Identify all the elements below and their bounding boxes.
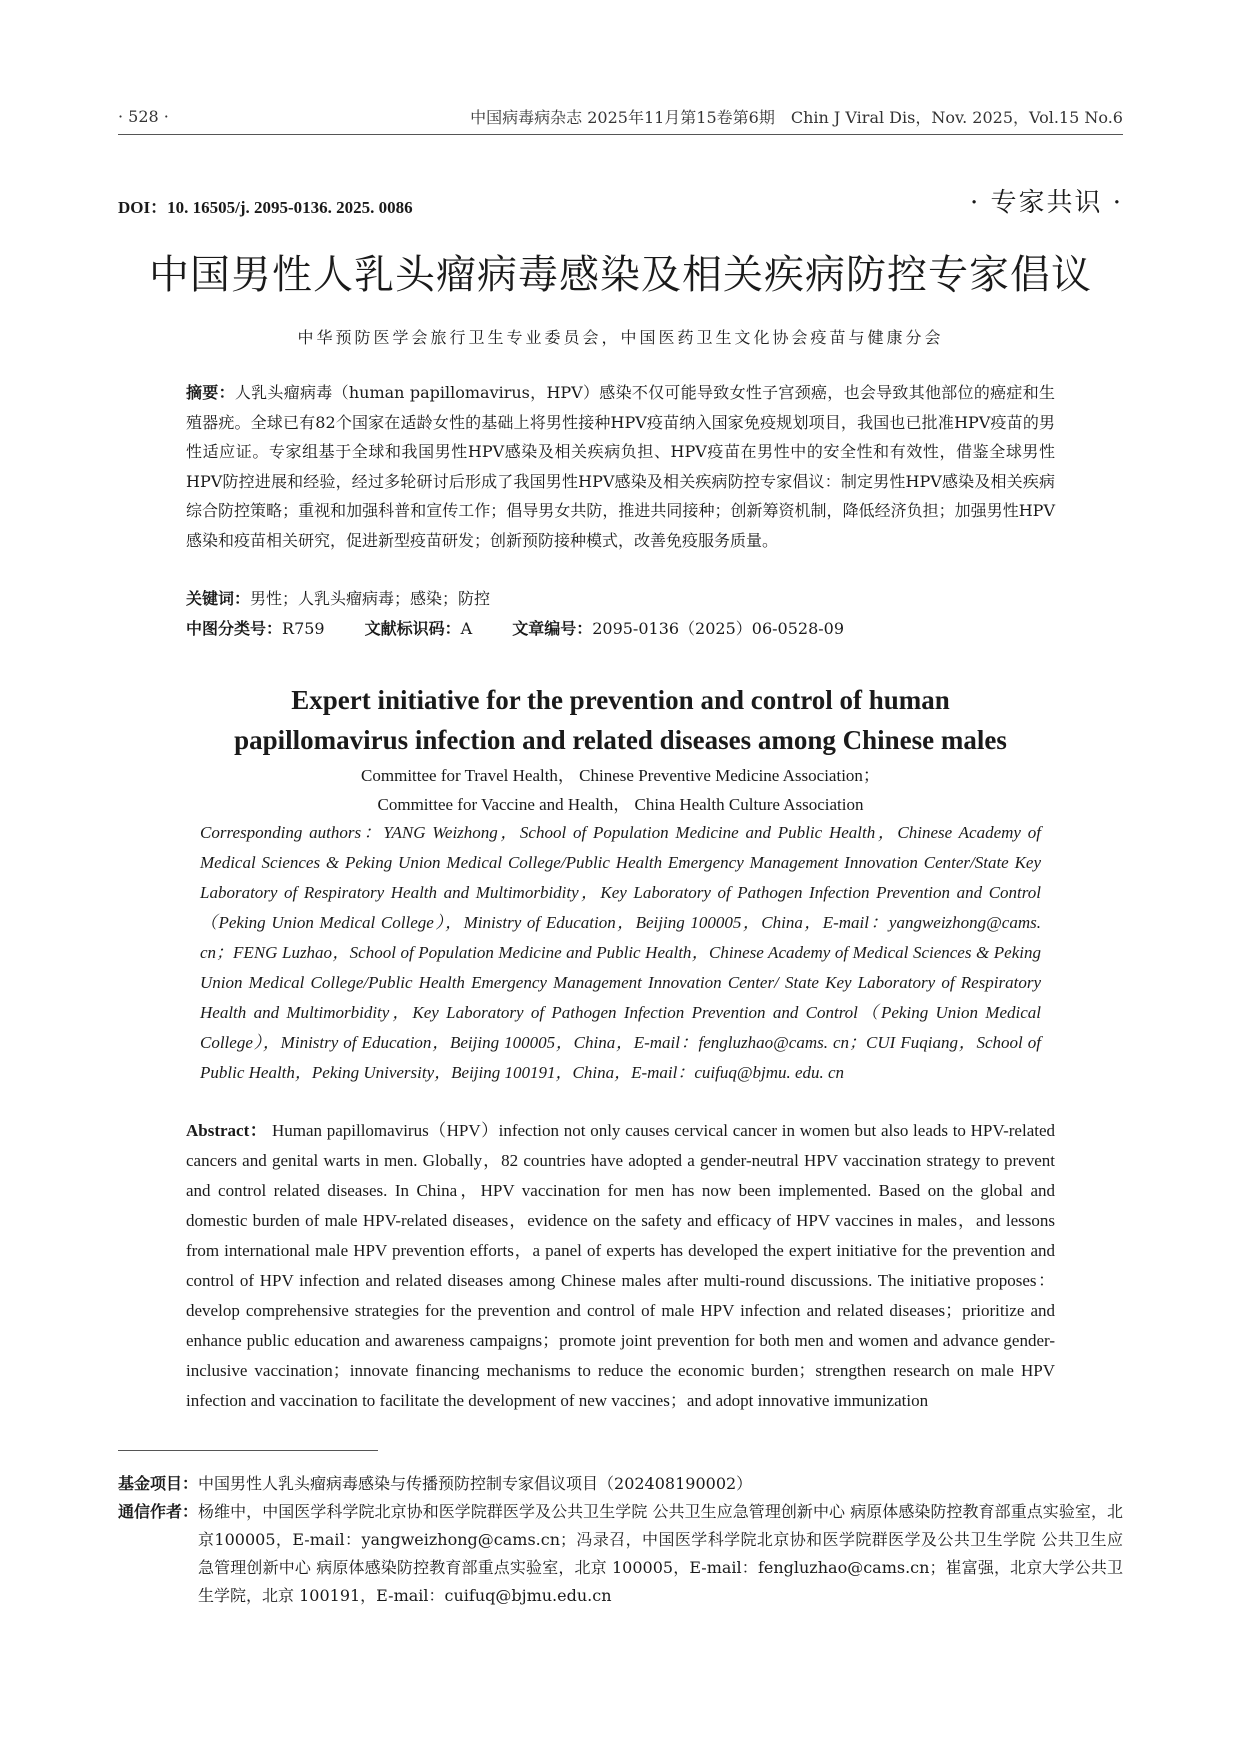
english-title (0, 680, 1241, 760)
classification-line (186, 616, 1055, 639)
chinese-authors: 中华预防医学会旅行卫生专业委员会，中国医药卫生文化协会疫苗与健康分会 (297, 328, 944, 347)
chinese-abstract-label: 摘要： (186, 383, 235, 402)
correspondence-text: 杨维中，中国医学科学院北京协和医学院群医学及公共卫生学院 公共卫生应急管理创新中心 病原体感染防控教育部重点实验室，北京100005，E-mail：yangweizhong@cams.cn；冯录召，中国医学科学院北京协和医学院群医学及公共卫生学院 公共卫生应急管理创新中心 病原体感染防控教育部重点实验室，北京 100005，E-mail：fengluzhao@cams.cn；崔富强，北京大学公共卫生学院，北京 100191，E-mail：cuifuq@bjmu.edu.cn (198, 1502, 1123, 1605)
footnote-rule (118, 1450, 378, 1451)
doc-code-item (365, 616, 473, 639)
chinese-title: 中国男性人乳头瘤病毒感染及相关疾病防控专家倡议 (149, 252, 1092, 298)
article-no-value: 2095-0136（2025）06-0528-09 (592, 619, 845, 638)
chinese-abstract (186, 378, 1055, 555)
journal-citation: 中国病毒病杂志 2025年11月第15卷第6期 Chin J Viral Dis，Nov. 2025，Vol.15 No.6 (470, 107, 1123, 127)
chinese-abstract-text: 人乳头瘤病毒（human papillomavirus，HPV）感染不仅可能导致女性子宫颈癌，也会导致其他部位的癌症和生殖器疣。全球已有82个国家在适龄女性的基础上将男性接种HPV疫苗纳入国家免疫规划项目，我国也已批准HPV疫苗的男性适应证。专家组基于全球和我国男性HPV感染及相关疾病负担、HPV疫苗在男性中的安全性和有效性，借鉴全球男性HPV防控进展和经验，经过多轮研讨后形成了我国男性HPV感染及相关疾病防控专家倡议：制定男性HPV感染及相关疾病综合防控策略；重视和加强科普和宣传工作；倡导男女共防，推进共同接种；创新筹资机制，降低经济负担；加强男性HPV感染和疫苗相关研究，促进新型疫苗研发；创新预防接种模式，改善免疫服务质量。 (186, 383, 1055, 550)
english-abstract (186, 1116, 1055, 1416)
keywords-label: 关键词： (186, 589, 251, 608)
footnotes (118, 1470, 1123, 1610)
correspondence-note (118, 1498, 1123, 1610)
english-abstract-label: Abstract： (186, 1121, 268, 1140)
funding-note (118, 1470, 1123, 1498)
article-no-label: 文章编号： (512, 619, 593, 638)
article-no-item (512, 616, 844, 639)
page-number: · 528 · (118, 106, 169, 126)
affiliation-line-2: Committee for Vaccine and Health， China Health Culture Association (377, 795, 864, 814)
clc-label: 中图分类号： (186, 619, 283, 638)
english-affiliations (0, 761, 1241, 819)
chinese-keywords (186, 586, 1055, 609)
column-tag: · 专家共识 · (969, 188, 1123, 218)
doc-code-label: 文献标识码： (364, 619, 461, 638)
header-rule (118, 134, 1123, 135)
clc-value: R759 (282, 619, 325, 638)
clc-item (186, 616, 325, 639)
keywords-text: 男性；人乳头瘤病毒；感染；防控 (250, 589, 491, 608)
correspondence-label: 通信作者： (118, 1502, 199, 1521)
english-title-line-1: Expert initiative for the prevention and control of human (291, 685, 950, 715)
corresponding-authors: Corresponding authors：YANG Weizhong，School of Population Medicine and Public Health，Chinese Academy of Medical Sciences & Peking Union Medical College/Public Health Emergency Management Innovation Center/State Key Laboratory of Respiratory Health and Multimorbidity，Key Laboratory of Pathogen Infection Prevention and Control（Peking Union Medical College），Ministry of Education，Beijing 100005，China，E-mail：yangweizhong@cams. cn；FENG Luzhao，School of Population Medicine and Public Health，Chinese Academy of Medical Sciences & Peking Union Medical College/Public Health Emergency Management Innovation Center/ State Key Laboratory of Respiratory Health and Multimorbidity，Key Laboratory of Pathogen Infection Prevention and Control（Peking Union Medical College），Ministry of Education，Beijing 100005，China，E-mail：fengluzhao@cams. cn；CUI Fuqiang，School of Public Health，Peking University，Beijing 100191，China，E-mail：cuifuq@bjmu. edu. cn (200, 823, 1041, 1082)
funding-label: 基金项目： (118, 1474, 199, 1493)
doi: DOI：10. 16505/j. 2095-0136. 2025. 0086 (118, 198, 413, 217)
english-title-line-2: papillomavirus infection and related diseases among Chinese males (234, 725, 1007, 755)
running-head (118, 104, 1123, 128)
english-abstract-text: Human papillomavirus（HPV）infection not only causes cervical cancer in women but also leads to HPV-related cancers and genital warts in men. Globally，82 countries have adopted a gender-neutral HPV vaccination strategy to prevent and control related diseases. In China，HPV vaccination for men has now been implemented. Based on the global and domestic burden of male HPV-related diseases，evidence on the safety and efficacy of HPV vaccines in males，and lessons from international male HPV prevention efforts，a panel of experts has developed the expert initiative for the prevention and control of HPV infection and related diseases among Chinese males after multi-round discussions. The initiative proposes：develop comprehensive strategies for the prevention and control of male HPV infection and related diseases；prioritize and enhance public education and awareness campaigns；promote joint prevention for both men and women and advance gender-inclusive vaccination；innovate financing mechanisms to reduce the economic burden；strengthen research on male HPV infection and vaccination to facilitate the development of new vaccines；and adopt innovative immunization (186, 1121, 1056, 1410)
affiliation-line-1: Committee for Travel Health， Chinese Preventive Medicine Association； (361, 766, 880, 785)
funding-text: 中国男性人乳头瘤病毒感染与传播预防控制专家倡议项目（202408190002） (198, 1474, 753, 1493)
doc-code-value: A (460, 619, 473, 638)
